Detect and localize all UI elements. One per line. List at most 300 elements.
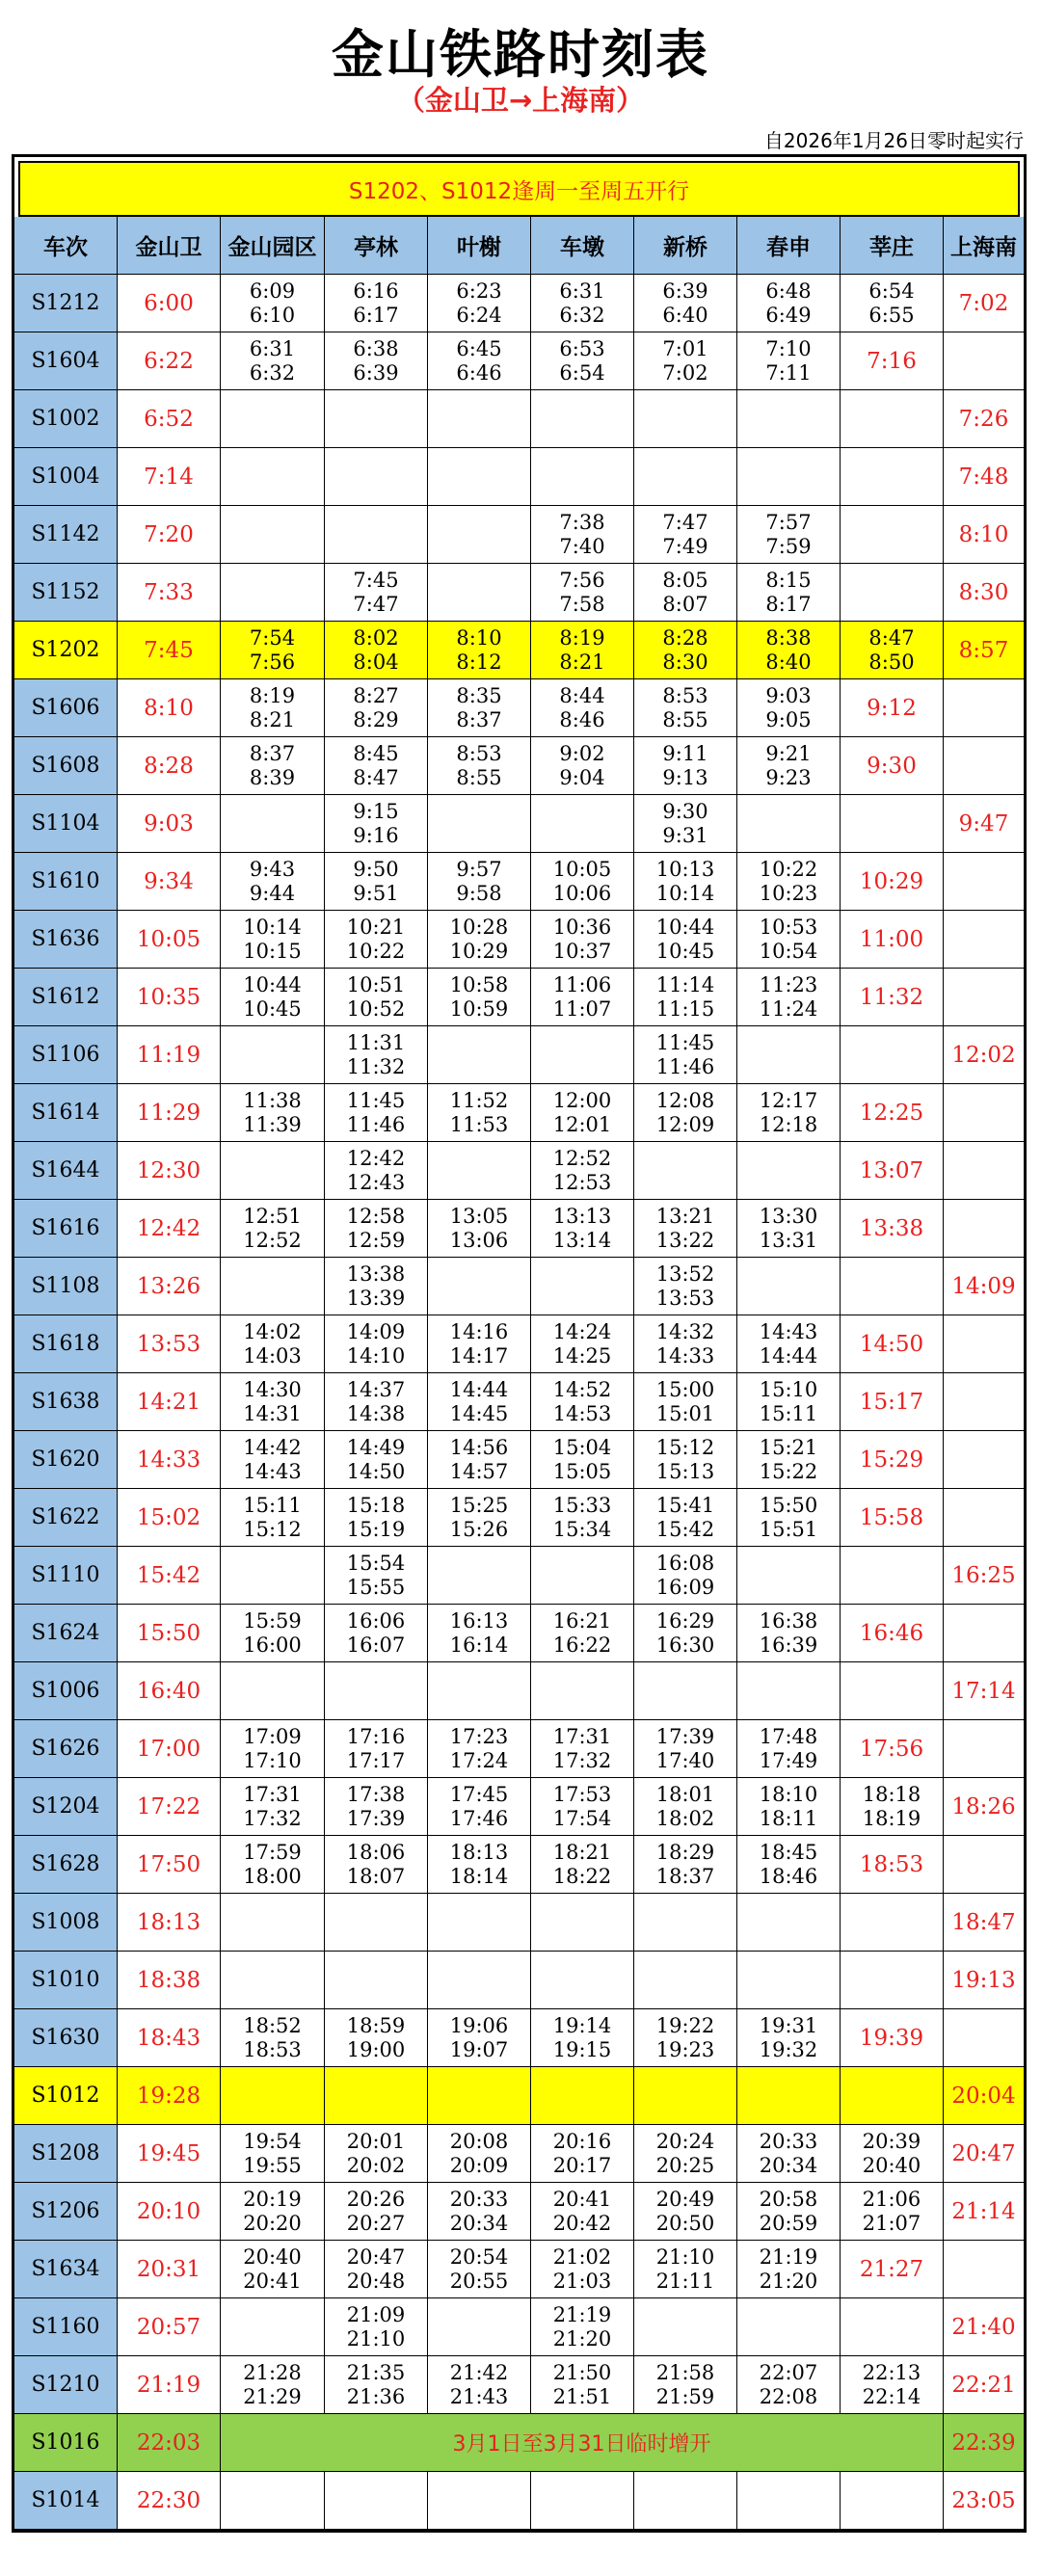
table-row — [14, 1026, 1024, 1084]
arrival-time: 13:30 — [759, 1204, 818, 1228]
stop-time — [428, 2009, 531, 2067]
stop-time — [531, 1720, 634, 1778]
stop-time — [737, 1200, 841, 1258]
table-row — [14, 2067, 1024, 2125]
departure-time: 20:02 — [346, 2153, 406, 2177]
departure-time: 16:07 — [346, 1633, 406, 1657]
departure-time: 19:55 — [243, 2153, 302, 2177]
arrival-time: 21:58 — [655, 2360, 715, 2384]
table-row — [14, 1258, 1024, 1315]
table-row — [14, 911, 1024, 969]
arrival-time: 15:18 — [346, 1493, 406, 1517]
arrival-time: 8:37 — [249, 741, 296, 765]
departure-time: 18:07 — [346, 1864, 406, 1888]
table-row — [14, 1662, 1024, 1720]
train-number: S1008 — [14, 1894, 118, 1952]
arrival-time: 14:52 — [552, 1377, 612, 1401]
destination-time: 8:10 — [944, 506, 1024, 564]
arrival-time: 19:06 — [449, 2013, 509, 2037]
origin-time: 14:33 — [118, 1431, 221, 1489]
stop-time — [221, 1836, 325, 1894]
table-row — [14, 1084, 1024, 1142]
stop-time — [325, 737, 428, 795]
arrival-time: 13:13 — [552, 1204, 612, 1228]
stop-time — [221, 2009, 325, 2067]
train-number: S1204 — [14, 1778, 118, 1836]
departure-time: 6:54 — [559, 360, 605, 385]
stop-time — [221, 2183, 325, 2241]
table-row — [14, 2356, 1024, 2414]
stop-time — [531, 969, 634, 1026]
stop-time — [221, 564, 325, 622]
departure-time: 6:46 — [456, 360, 502, 385]
stop-time — [428, 2125, 531, 2183]
stop-time — [634, 2009, 737, 2067]
stop-time — [737, 1952, 841, 2009]
stop-time — [737, 1026, 841, 1084]
departure-time: 17:24 — [449, 1748, 509, 1772]
stop-time — [841, 2298, 944, 2356]
arrival-time: 11:00 — [859, 926, 924, 952]
stop-time — [531, 1778, 634, 1836]
arrival-time: 18:53 — [859, 1851, 924, 1877]
arrival-time: 7:16 — [867, 348, 917, 374]
stop-time — [325, 1547, 428, 1605]
stop-time — [737, 2356, 841, 2414]
departure-time: 15:55 — [346, 1575, 406, 1599]
arrival-time: 6:39 — [662, 279, 708, 303]
stop-time — [737, 2298, 841, 2356]
arrival-time: 15:41 — [655, 1493, 715, 1517]
train-number: S1624 — [14, 1605, 118, 1662]
departure-time: 13:06 — [449, 1228, 509, 1252]
stop-time — [737, 448, 841, 506]
arrival-time: 10:58 — [449, 972, 509, 996]
stop-time — [428, 1778, 531, 1836]
stop-time — [325, 1720, 428, 1778]
stop-time — [325, 969, 428, 1026]
arrival-time: 9:11 — [662, 741, 708, 765]
stop-time — [737, 390, 841, 448]
arrival-time: 6:54 — [868, 279, 915, 303]
train-number: S1012 — [14, 2067, 118, 2125]
table-row — [14, 1605, 1024, 1662]
arrival-time: 21:42 — [449, 2360, 509, 2384]
departure-time: 6:17 — [353, 303, 399, 327]
departure-time: 15:11 — [759, 1401, 818, 1425]
departure-time: 7:58 — [559, 592, 605, 616]
arrival-time: 20:24 — [655, 2129, 715, 2153]
train-number: S1620 — [14, 1431, 118, 1489]
stop-time — [841, 2241, 944, 2298]
stop-time — [737, 2241, 841, 2298]
table-row — [14, 2241, 1024, 2298]
stop-time — [428, 1431, 531, 1489]
arrival-time: 11:32 — [859, 984, 924, 1010]
train-number: S1202 — [14, 622, 118, 679]
column-header: 亭林 — [325, 217, 428, 275]
origin-time: 13:53 — [118, 1315, 221, 1373]
stop-time — [325, 1605, 428, 1662]
arrival-time: 18:10 — [759, 1782, 818, 1806]
arrival-time: 20:16 — [552, 2129, 612, 2153]
arrival-time: 14:30 — [243, 1377, 302, 1401]
arrival-time: 10:05 — [552, 857, 612, 881]
arrival-time: 7:54 — [249, 625, 296, 650]
departure-time: 15:01 — [655, 1401, 715, 1425]
destination-time: 19:13 — [944, 1952, 1024, 2009]
stop-time — [841, 622, 944, 679]
table-row — [14, 2183, 1024, 2241]
departure-time: 14:38 — [346, 1401, 406, 1425]
departure-time: 8:04 — [353, 650, 399, 674]
stop-time — [634, 2125, 737, 2183]
arrival-time: 19:54 — [243, 2129, 302, 2153]
arrival-time: 21:06 — [862, 2187, 921, 2211]
arrival-time: 6:38 — [353, 336, 399, 360]
arrival-time: 15:12 — [655, 1435, 715, 1459]
stop-time — [737, 564, 841, 622]
destination-time — [944, 853, 1024, 911]
arrival-time: 15:11 — [243, 1493, 302, 1517]
departure-time: 15:42 — [655, 1517, 715, 1541]
stop-time — [325, 275, 428, 332]
stop-time — [428, 911, 531, 969]
stop-time — [221, 1200, 325, 1258]
stop-time — [428, 2472, 531, 2530]
arrival-time: 13:38 — [859, 1215, 924, 1241]
stop-time — [531, 2356, 634, 2414]
column-header: 新桥 — [634, 217, 737, 275]
arrival-time: 6:45 — [456, 336, 502, 360]
departure-time: 15:05 — [552, 1459, 612, 1483]
stop-time — [737, 1836, 841, 1894]
arrival-time: 20:58 — [759, 2187, 818, 2211]
stop-time — [325, 2472, 428, 2530]
arrival-time: 18:29 — [655, 1840, 715, 1864]
origin-time: 14:21 — [118, 1373, 221, 1431]
stop-time — [531, 564, 634, 622]
stop-time — [221, 2067, 325, 2125]
stop-time — [221, 1605, 325, 1662]
arrival-time: 22:13 — [862, 2360, 921, 2384]
origin-time: 6:22 — [118, 332, 221, 390]
departure-time: 6:32 — [559, 303, 605, 327]
table-row — [14, 2298, 1024, 2356]
stop-time — [428, 1315, 531, 1373]
departure-time: 11:32 — [346, 1054, 406, 1078]
departure-time: 6:24 — [456, 303, 502, 327]
arrival-time: 10:29 — [859, 868, 924, 894]
departure-time: 20:42 — [552, 2211, 612, 2235]
train-number: S1006 — [14, 1662, 118, 1720]
arrival-time: 12:58 — [346, 1204, 406, 1228]
train-number: S1108 — [14, 1258, 118, 1315]
arrival-time: 12:00 — [552, 1088, 612, 1112]
arrival-time: 14:42 — [243, 1435, 302, 1459]
departure-time: 12:09 — [655, 1112, 715, 1136]
arrival-time: 9:03 — [765, 683, 812, 707]
stop-time — [221, 1662, 325, 1720]
destination-time — [944, 969, 1024, 1026]
stop-time — [221, 506, 325, 564]
stop-time — [737, 1605, 841, 1662]
destination-time: 14:09 — [944, 1258, 1024, 1315]
arrival-time: 17:31 — [243, 1782, 302, 1806]
arrival-time: 8:47 — [868, 625, 915, 650]
origin-time: 6:00 — [118, 275, 221, 332]
departure-time: 20:40 — [862, 2153, 921, 2177]
departure-time: 6:32 — [249, 360, 296, 385]
destination-time: 20:47 — [944, 2125, 1024, 2183]
arrival-time: 16:21 — [552, 1608, 612, 1633]
stop-time — [634, 622, 737, 679]
arrival-time: 6:31 — [249, 336, 296, 360]
stop-time — [634, 795, 737, 853]
origin-time: 7:14 — [118, 448, 221, 506]
stop-time — [841, 1894, 944, 1952]
stop-time — [737, 1547, 841, 1605]
departure-time: 15:26 — [449, 1517, 509, 1541]
stop-time — [634, 2241, 737, 2298]
stop-time — [428, 1489, 531, 1547]
stop-time — [841, 1142, 944, 1200]
departure-time: 9:51 — [353, 881, 399, 905]
stop-time — [841, 2125, 944, 2183]
stop-time — [531, 795, 634, 853]
stop-time — [221, 1778, 325, 1836]
departure-time: 8:17 — [765, 592, 812, 616]
column-header: 车墩 — [531, 217, 634, 275]
arrival-time: 16:29 — [655, 1608, 715, 1633]
origin-time: 18:13 — [118, 1894, 221, 1952]
arrival-time: 9:15 — [353, 799, 399, 823]
stop-time — [325, 911, 428, 969]
stop-time — [428, 275, 531, 332]
arrival-time: 12:17 — [759, 1088, 818, 1112]
arrival-time: 21:09 — [346, 2302, 406, 2326]
origin-time: 10:35 — [118, 969, 221, 1026]
timetable — [12, 154, 1027, 2533]
stop-time — [531, 2067, 634, 2125]
arrival-time: 11:31 — [346, 1030, 406, 1054]
stop-time — [221, 679, 325, 737]
departure-time: 20:59 — [759, 2211, 818, 2235]
stop-time — [221, 1373, 325, 1431]
destination-time — [944, 1836, 1024, 1894]
arrival-time: 14:32 — [655, 1319, 715, 1343]
departure-time: 9:16 — [353, 823, 399, 847]
arrival-time: 16:06 — [346, 1608, 406, 1633]
stop-time — [428, 448, 531, 506]
stop-time — [841, 2356, 944, 2414]
stop-time — [428, 679, 531, 737]
arrival-time: 10:22 — [759, 857, 818, 881]
arrival-time: 8:15 — [765, 568, 812, 592]
destination-time — [944, 2009, 1024, 2067]
arrival-time: 9:21 — [765, 741, 812, 765]
stop-time — [428, 1605, 531, 1662]
arrival-time: 18:01 — [655, 1782, 715, 1806]
table-row — [14, 622, 1024, 679]
departure-time: 6:49 — [765, 303, 812, 327]
arrival-time: 16:08 — [655, 1551, 715, 1575]
departure-time: 17:46 — [449, 1806, 509, 1830]
arrival-time: 21:19 — [552, 2302, 612, 2326]
stop-time — [428, 737, 531, 795]
arrival-time: 10:51 — [346, 972, 406, 996]
arrival-time: 8:28 — [662, 625, 708, 650]
stop-time — [325, 1662, 428, 1720]
destination-time — [944, 911, 1024, 969]
stop-time — [325, 2298, 428, 2356]
departure-time: 18:37 — [655, 1864, 715, 1888]
departure-time: 8:50 — [868, 650, 915, 674]
stop-time — [841, 506, 944, 564]
departure-time: 7:02 — [662, 360, 708, 385]
departure-time: 14:33 — [655, 1343, 715, 1368]
arrival-time: 17:38 — [346, 1782, 406, 1806]
departure-time: 15:13 — [655, 1459, 715, 1483]
table-row — [14, 679, 1024, 737]
stop-time — [841, 853, 944, 911]
stop-time — [634, 564, 737, 622]
departure-time: 7:40 — [559, 534, 605, 558]
train-number: S1104 — [14, 795, 118, 853]
departure-time: 18:11 — [759, 1806, 818, 1830]
destination-time — [944, 1489, 1024, 1547]
departure-time: 8:21 — [249, 707, 296, 731]
arrival-time: 10:53 — [759, 915, 818, 939]
stop-time — [634, 911, 737, 969]
departure-time: 16:39 — [759, 1633, 818, 1657]
departure-time: 14:31 — [243, 1401, 302, 1425]
departure-time: 11:46 — [655, 1054, 715, 1078]
origin-time: 17:22 — [118, 1778, 221, 1836]
stop-time — [428, 1026, 531, 1084]
train-number: S1016 — [14, 2414, 118, 2472]
stop-time — [634, 2356, 737, 2414]
stop-time — [428, 969, 531, 1026]
arrival-time: 15:25 — [449, 1493, 509, 1517]
stop-time — [428, 2356, 531, 2414]
direction-subtitle: （金山卫→上海南） — [396, 84, 645, 117]
arrival-time: 20:01 — [346, 2129, 406, 2153]
destination-time — [944, 1084, 1024, 1142]
stop-time — [634, 506, 737, 564]
stop-time — [634, 853, 737, 911]
train-number: S1606 — [14, 679, 118, 737]
stop-time — [325, 506, 428, 564]
stop-time — [531, 2009, 634, 2067]
departure-time: 16:09 — [655, 1575, 715, 1599]
origin-time: 22:30 — [118, 2472, 221, 2530]
departure-time: 12:01 — [552, 1112, 612, 1136]
departure-time: 8:39 — [249, 765, 296, 789]
table-row — [14, 332, 1024, 390]
departure-time: 14:03 — [243, 1343, 302, 1368]
destination-time — [944, 1315, 1024, 1373]
stop-time — [634, 2183, 737, 2241]
arrival-time: 13:07 — [859, 1157, 924, 1183]
stop-time — [634, 2472, 737, 2530]
departure-time: 15:12 — [243, 1517, 302, 1541]
arrival-time: 8:45 — [353, 741, 399, 765]
departure-time: 18:53 — [243, 2037, 302, 2061]
stop-time — [325, 1258, 428, 1315]
stop-time — [737, 506, 841, 564]
stop-time — [634, 737, 737, 795]
stop-time — [737, 1142, 841, 1200]
stop-time — [634, 1200, 737, 1258]
departure-time: 20:41 — [243, 2269, 302, 2293]
stop-time — [841, 1258, 944, 1315]
arrival-time: 14:37 — [346, 1377, 406, 1401]
stop-time — [531, 1605, 634, 1662]
arrival-time: 18:21 — [552, 1840, 612, 1864]
stop-time — [428, 1084, 531, 1142]
table-row — [14, 2009, 1024, 2067]
train-number: S1004 — [14, 448, 118, 506]
arrival-time: 19:22 — [655, 2013, 715, 2037]
origin-time: 7:33 — [118, 564, 221, 622]
departure-time: 10:23 — [759, 881, 818, 905]
stop-time — [841, 1952, 944, 2009]
departure-time: 20:34 — [759, 2153, 818, 2177]
stop-time — [325, 2125, 428, 2183]
stop-time — [428, 1373, 531, 1431]
destination-time — [944, 1431, 1024, 1489]
arrival-time: 17:31 — [552, 1724, 612, 1748]
arrival-time: 18:06 — [346, 1840, 406, 1864]
departure-time: 15:51 — [759, 1517, 818, 1541]
origin-time: 9:03 — [118, 795, 221, 853]
departure-time: 21:20 — [759, 2269, 818, 2293]
stop-time — [428, 2298, 531, 2356]
destination-time — [944, 679, 1024, 737]
arrival-time: 17:56 — [859, 1736, 924, 1762]
stop-time — [634, 1778, 737, 1836]
departure-time: 22:08 — [759, 2384, 818, 2408]
stop-time — [531, 275, 634, 332]
stop-time — [221, 795, 325, 853]
table-row — [14, 275, 1024, 332]
arrival-time: 10:13 — [655, 857, 715, 881]
stop-time — [841, 679, 944, 737]
table-row — [14, 853, 1024, 911]
departure-time: 15:22 — [759, 1459, 818, 1483]
stop-time — [634, 1894, 737, 1952]
destination-time — [944, 1373, 1024, 1431]
departure-time: 15:19 — [346, 1517, 406, 1541]
arrival-time: 21:28 — [243, 2360, 302, 2384]
stop-time — [221, 1720, 325, 1778]
arrival-time: 15:59 — [243, 1608, 302, 1633]
table-row — [14, 737, 1024, 795]
arrival-time: 9:30 — [662, 799, 708, 823]
arrival-time: 9:02 — [559, 741, 605, 765]
table-row — [14, 1431, 1024, 1489]
arrival-time: 20:33 — [449, 2187, 509, 2211]
departure-time: 8:37 — [456, 707, 502, 731]
stop-time — [325, 2183, 428, 2241]
table-row — [14, 1836, 1024, 1894]
stop-time — [531, 1315, 634, 1373]
train-number: S1608 — [14, 737, 118, 795]
departure-time: 19:23 — [655, 2037, 715, 2061]
arrival-time: 14:09 — [346, 1319, 406, 1343]
arrival-time: 8:19 — [559, 625, 605, 650]
